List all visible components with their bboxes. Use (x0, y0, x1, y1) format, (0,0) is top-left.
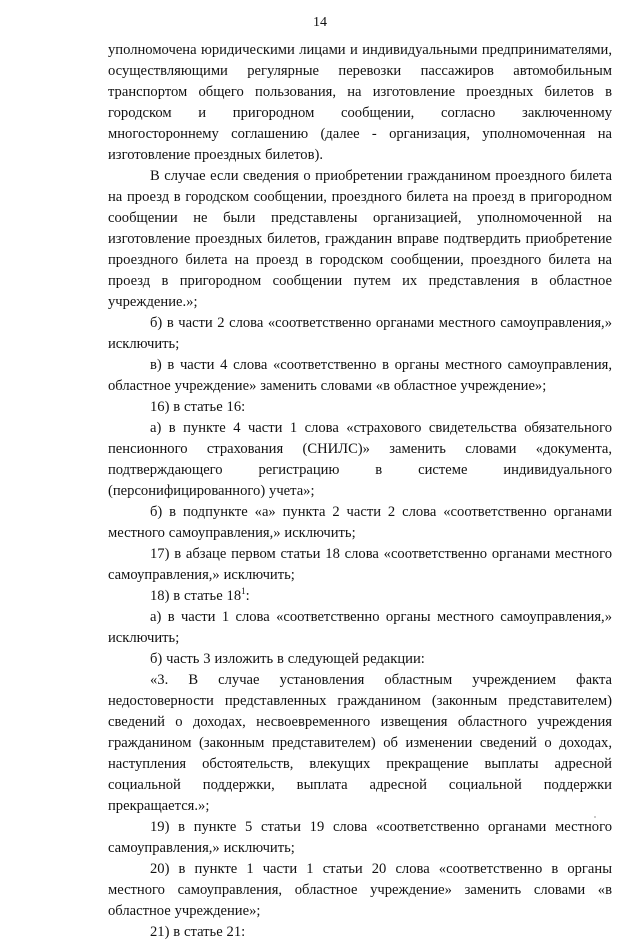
item-18-paragraph (108, 586, 612, 607)
item-18-superscript: 1 (241, 586, 246, 597)
paragraph: В случае если сведения о приобретении гражданином проездного билета на проезд в городском сообщении, проездного билета на проезд в пригородном сообщении не были представлены организацией, уполномоченной на изготовление проездных билетов, гражданин вправе подтвердить приобретение проездного билета на проезд в городском сообщении, проездного билета на проезд в пригородном сообщении путем их представления в областное учреждение.»; (108, 168, 612, 310)
paragraph: б) в подпункте «а» пункта 2 части 2 слова «соответственно органами местного самоуправления,» исключить; (108, 504, 612, 541)
document-body (108, 40, 612, 943)
paragraph: 19) в пункте 5 статьи 19 слова «соответственно органами местного самоуправления,» исключить; (108, 819, 612, 856)
paragraph: уполномочена юридическими лицами и индивидуальными предпринимателями, осуществляющими регулярные перевозки пассажиров автомобильным транспортом общего пользования, на изготовление проездных билетов в городском и пригородном сообщении, согласно заключенному многостороннему соглашению (далее - организация, уполномоченная на изготовление проездных билетов). (108, 42, 612, 163)
scan-speck (594, 816, 596, 818)
paragraph: а) в части 1 слова «соответственно органы местного самоуправления,» исключить; (108, 609, 612, 646)
page-number: 14 (313, 15, 327, 30)
paragraph: в) в части 4 слова «соответственно в органы местного самоуправления, областное учреждение» заменить словами «в областное учреждение»; (108, 357, 612, 394)
paragraph: 16) в статье 16: (150, 399, 246, 415)
item-18-text: 18) в статье 18 (150, 588, 242, 604)
paragraph: а) в пункте 4 части 1 слова «страхового свидетельства обязательного пенсионного страхования (СНИЛС)» заменить словами «документа, подтверждающего регистрацию в системе индивидуального (персонифицированного) учета»; (108, 420, 612, 499)
paragraph: б) часть 3 изложить в следующей редакции: (150, 651, 425, 667)
paragraph: «3. В случае установления областным учреждением факта недостоверности представленных гражданином (законным представителем) сведений о доходах, несвоевременного извещения областного учреждения гражданином (законным представителем) об изменении сведений о доходах, наступления обстоятельств, влекущих прекращение выплаты адресной социальной поддержки, выплата адресной социальной поддержки прекращается.»; (108, 672, 612, 814)
item-18-suffix: : (245, 588, 250, 604)
paragraph: 17) в абзаце первом статьи 18 слова «соответственно органами местного самоуправления,» исключить; (108, 546, 612, 583)
paragraph: 21) в статье 21: (150, 924, 246, 940)
paragraph: б) в части 2 слова «соответственно органами местного самоуправления,» исключить; (108, 315, 612, 352)
paragraph: 20) в пункте 1 части 1 статьи 20 слова «соответственно в органы местного самоуправления, областное учреждение» заменить словами «в областное учреждение»; (108, 861, 612, 919)
